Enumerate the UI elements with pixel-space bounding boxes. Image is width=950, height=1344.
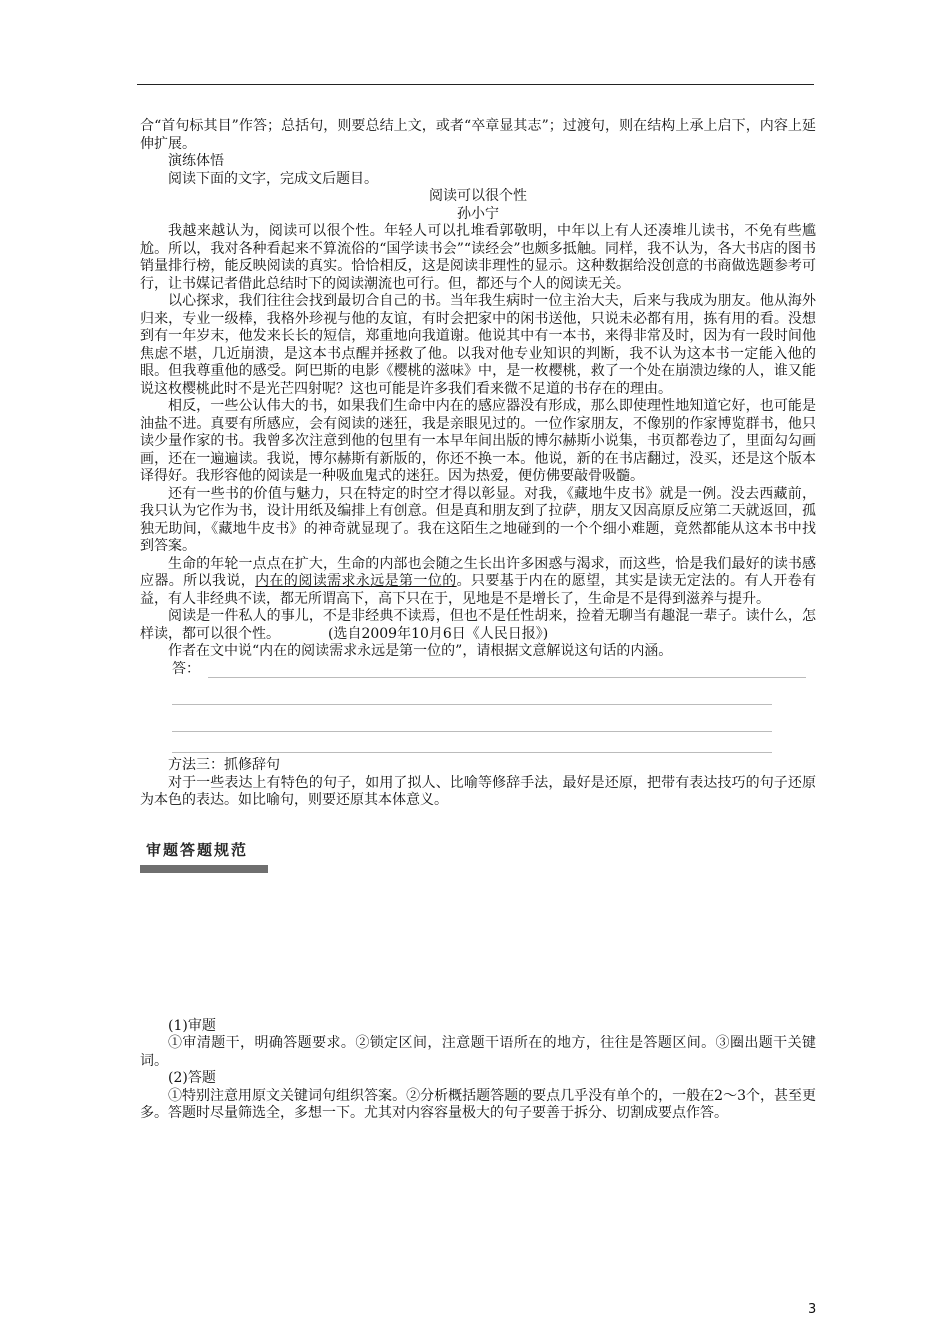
banner-bar bbox=[140, 865, 268, 873]
method3-heading: 方法三：抓修辞句 bbox=[168, 757, 280, 773]
spec-text-2: ①特别注意用原文关键词句组织答案。②分析概括题答题的要点几乎没有单个的，一般在2～3个，甚至更多。答题时尽量筛选全，多想一下。尤其对内容容量极大的句子要善于拆分、切割成要点作答。 bbox=[140, 1087, 816, 1121]
paragraph-5-end: 。只要基于内在的愿望，其实是读无定法的。有人开卷有益，有人非经典不读，都无所谓高下，高下只在于，见地是不是增长了，生命是不是得到滋养与提升。 bbox=[140, 573, 817, 607]
answer-label: 答： bbox=[172, 660, 200, 677]
article-paragraph-5 bbox=[140, 556, 816, 609]
article-paragraph-4: 还有一些书的价值与魅力，只在特定的时空才得以彰显。对我，《藏地牛皮书》就是一例。没去西藏前，我只认为它作为书，设计用纸及编排上有创意。但是真和朋友到了拉萨，朋友又因高原反应第二天就返回，孤独无助间，《藏地牛皮书》的神奇就显现了。我在这陌生之地碰到的一个个细小难题，竟然都能从这本书中找到答案。 bbox=[140, 485, 816, 554]
page-number: 3 bbox=[808, 1302, 817, 1317]
document-body bbox=[140, 118, 816, 1123]
paragraph-6-text: 阅读是一件私人的事儿，不是非经典不读焉，但也不是任性胡来，捡着无聊当有趣混一辈子。读什么，怎样读，都可以很个性。 bbox=[140, 608, 816, 642]
intro-text: 合“首句标其目”作答；总括句，则要总结上文，或者“卒章显其志”；过渡句，则在结构上承上启下，内容上延伸扩展。 bbox=[140, 118, 816, 152]
header-rule bbox=[137, 84, 814, 85]
article-paragraph-3: 相反，一些公认伟大的书，如果我们生命中内在的感应器没有形成，那么即使理性地知道它好，也可能是油盐不进。真要有所感应，会有阅读的迷狂，我是亲眼见过的。一位作家朋友，不像别的作家博览群书，他只读少量作家的书。我曾多次注意到他的包里有一本早年间出版的博尔赫斯小说集，书页都卷边了，里面勾勾画画，还在一遍遍读。我说，博尔赫斯有新版的，你还不换一本。他说，新的在书店翻过，没买，还是这个版本译得好。我形容他的阅读是一种吸血鬼式的迷狂。因为热爱，便仿佛要敲骨吸髓。 bbox=[140, 398, 816, 484]
answer-area[interactable] bbox=[140, 661, 816, 679]
spec-text-1: ①审清题干，明确答题要求。②锁定区间，注意题干语所在的地方，往往是答题区间。③圈出题干关键词。 bbox=[140, 1035, 816, 1069]
blank-space bbox=[140, 876, 816, 1018]
article-author: 孙小宁 bbox=[457, 205, 499, 222]
article-paragraph-1: 我越来越认为，阅读可以很个性。年轻人可以扎堆看郭敬明，中年以上有人还凑堆儿读书，不免有些尴尬。所以，我对各种看起来不算流俗的“国学读书会”“读经会”也颇多抵触。同样，我不认为，各大书店的图书销量排行榜，能反映阅读的真实。恰恰相反，这是阅读非理性的显示。这种数据给没创意的书商做选题参考可行，让书媒记者借此总结时下的阅读潮流也可行。但，都还与个人的阅读无关。 bbox=[140, 223, 816, 292]
banner-label: 审题答题规范 bbox=[146, 840, 249, 859]
answer-line-1[interactable] bbox=[208, 665, 806, 678]
practice-heading: 演练体悟 bbox=[168, 153, 224, 169]
article-paragraph-6 bbox=[140, 608, 816, 643]
answer-line-3[interactable] bbox=[172, 705, 772, 732]
spec-heading-2: (2)答题 bbox=[168, 1070, 216, 1086]
article-source: (选自2009年10月6日《人民日报》) bbox=[328, 625, 549, 642]
section-banner bbox=[140, 842, 268, 876]
answer-line-2[interactable] bbox=[172, 678, 772, 705]
article-title: 阅读可以很个性 bbox=[429, 188, 527, 204]
article-paragraph-2: 以心探求，我们往往会找到最切合自己的书。当年我生病时一位主治大夫，后来与我成为朋友。他从海外归来，专业一级棒，我格外珍视与他的友谊，有时会把家中的闲书送他，只说未必都有用，拣有用的看。没想到有一年岁末，他发来长长的短信，郑重地向我道谢。他说其中有一本书，来得非常及时，因为有一段时间他焦虑不堪，几近崩溃，是这本书点醒并拯救了他。以我对他专业知识的判断，我不认为这本书一定能入他的眼。但我尊重他的感受。阿巴斯的电影《樱桃的滋味》中，是一枚樱桃，救了一个处在崩溃边缘的人，谁又能说这枚樱桃此时不是光芒四射呢？这也可能是许多我们看来微不足道的书存在的理由。 bbox=[140, 293, 816, 397]
spec-heading-1: (1)审题 bbox=[168, 1017, 216, 1034]
practice-instruction: 阅读下面的文字，完成文后题目。 bbox=[168, 170, 378, 187]
paragraph-5-start: 生命的年轮一点点在扩大，生命的内部也会随之生长出许多困惑与渴求，而这些，恰是我们最好的读书感应器。所以我说， bbox=[140, 555, 816, 589]
method3-text: 对于一些表达上有特色的句子，如用了拟人、比喻等修辞手法，最好是还原，把带有表达技巧的句子还原为本色的表达。如比喻句，则要还原其本体意义。 bbox=[140, 774, 816, 808]
answer-line-4[interactable] bbox=[172, 732, 772, 753]
question-text: 作者在文中说“内在的阅读需求永远是第一位的”，请根据文意解说这句话的内涵。 bbox=[168, 643, 673, 659]
underlined-key-sentence: 内在的阅读需求永远是第一位的 bbox=[255, 573, 457, 589]
